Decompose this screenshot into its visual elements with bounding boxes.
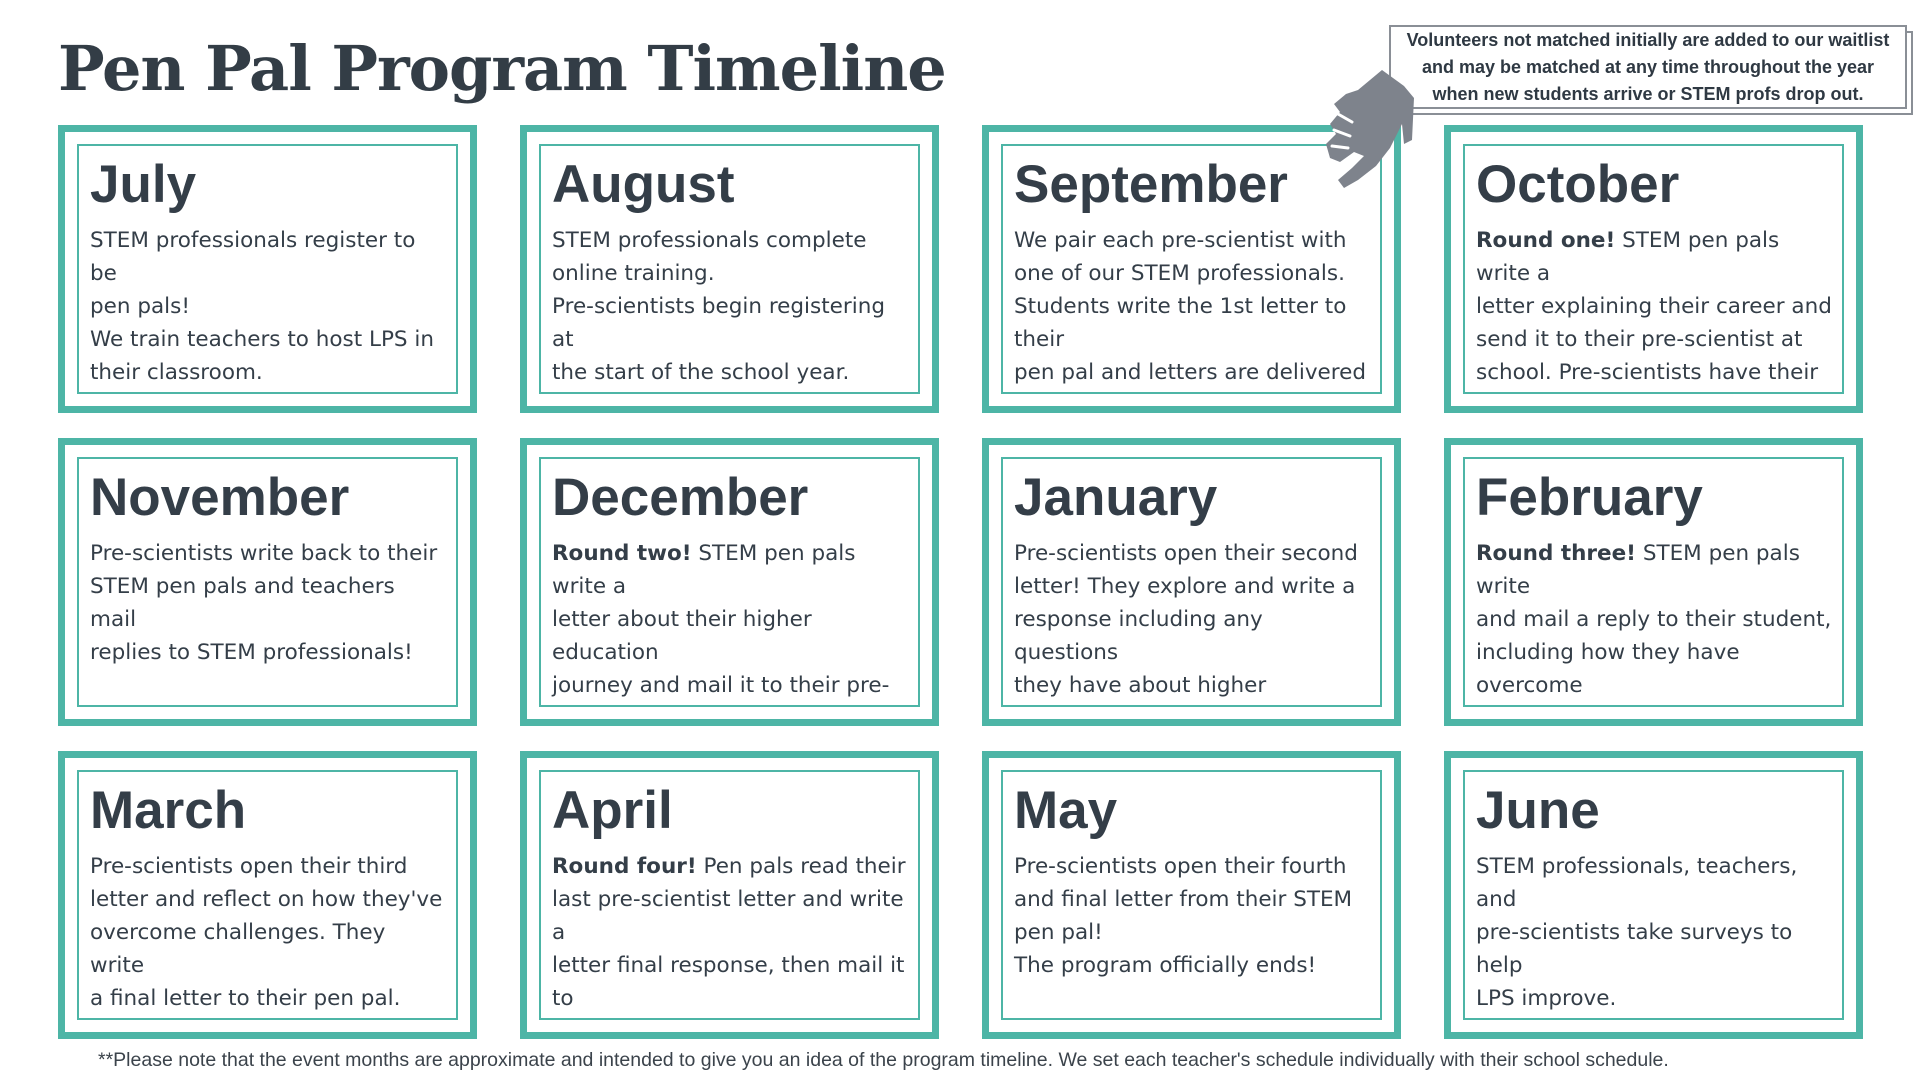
month-card-june — [1444, 751, 1863, 1039]
card-inner-frame — [77, 457, 458, 707]
month-description: Round two! STEM pen pals write a letter about their higher education journey and mail it to their pre- — [552, 541, 890, 698]
month-description: STEM professionals, teachers, and pre-scientists take surveys to help LPS improve. — [1476, 854, 1798, 1011]
month-description: Pre-scientists write back to their STEM pen pals and teachers mail replies to STEM professionals! — [90, 541, 438, 665]
month-title: January — [1014, 468, 1218, 527]
card-inner-frame — [77, 770, 458, 1020]
month-title: May — [1014, 781, 1118, 840]
month-description: STEM professionals complete online training. Pre-scientists begin registering at the start of the school year. — [552, 228, 885, 385]
month-card-february — [1444, 438, 1863, 726]
round-label: Round one! — [1476, 228, 1616, 253]
month-card-april — [520, 751, 939, 1039]
round-label: Round four! — [552, 854, 697, 879]
card-inner-frame — [1463, 144, 1844, 394]
waitlist-callout — [1389, 25, 1907, 109]
month-card-november — [58, 438, 477, 726]
round-label: Round three! — [1476, 541, 1636, 566]
month-description: We pair each pre-scientist with one of our STEM professionals. Students write the 1st letter to their pen pal and letters are delivered — [1014, 228, 1367, 385]
month-description: Pre-scientists open their third letter and reflect on how they've overcome challenges. They write a final letter to their pen pal. — [90, 854, 443, 1011]
timeline-grid — [58, 125, 1863, 1039]
month-description: Round three! STEM pen pals write and mail a reply to their student, including how they have overcome — [1476, 541, 1832, 698]
round-label: Round two! — [552, 541, 692, 566]
card-inner-frame — [1463, 770, 1844, 1020]
card-inner-frame — [539, 457, 920, 707]
month-description: Pre-scientists open their second letter! They explore and write a response including any questions they have about higher — [1014, 541, 1358, 698]
month-title: February — [1476, 468, 1703, 527]
month-title: March — [90, 781, 247, 840]
month-description: Pre-scientists open their fourth and final letter from their STEM pen pal! The program officially ends! — [1014, 854, 1353, 978]
month-title: November — [90, 468, 350, 527]
card-inner-frame — [1001, 457, 1382, 707]
month-title: July — [90, 155, 197, 214]
month-description: STEM professionals register to be pen pals! We train teachers to host LPS in their classroom. — [90, 228, 435, 385]
month-title: September — [1014, 155, 1288, 214]
month-card-august — [520, 125, 939, 413]
card-inner-frame — [539, 770, 920, 1020]
card-inner-frame — [1001, 770, 1382, 1020]
month-description: Round four! Pen pals read their last pre-scientist letter and write a letter final response, then mail it to — [552, 854, 906, 1011]
month-card-january — [982, 438, 1401, 726]
month-card-july — [58, 125, 477, 413]
month-card-march — [58, 751, 477, 1039]
card-inner-frame — [1463, 457, 1844, 707]
month-title: December — [552, 468, 809, 527]
card-inner-frame — [77, 144, 458, 394]
card-inner-frame — [539, 144, 920, 394]
month-title: August — [552, 155, 735, 214]
month-card-october — [1444, 125, 1863, 413]
month-card-may — [982, 751, 1401, 1039]
pointing-hand-icon — [1318, 64, 1418, 194]
month-card-december — [520, 438, 939, 726]
callout-text: Volunteers not matched initially are added to our waitlist and may be matched at any time throughout the year when new students arrive or STEM profs drop out. — [1389, 25, 1907, 109]
month-title: June — [1476, 781, 1600, 840]
month-title: October — [1476, 155, 1680, 214]
page-title: Pen Pal Program Timeline — [58, 32, 946, 105]
month-description: Round one! STEM pen pals write a letter explaining their career and send it to their pre-scientist at school. Pre-scientists have their — [1476, 228, 1832, 385]
footer-note: **Please note that the event months are approximate and intended to give you an idea of the program timeline. We set each teacher's schedule individually with their school schedule. — [98, 1049, 1669, 1071]
month-title: April — [552, 781, 673, 840]
